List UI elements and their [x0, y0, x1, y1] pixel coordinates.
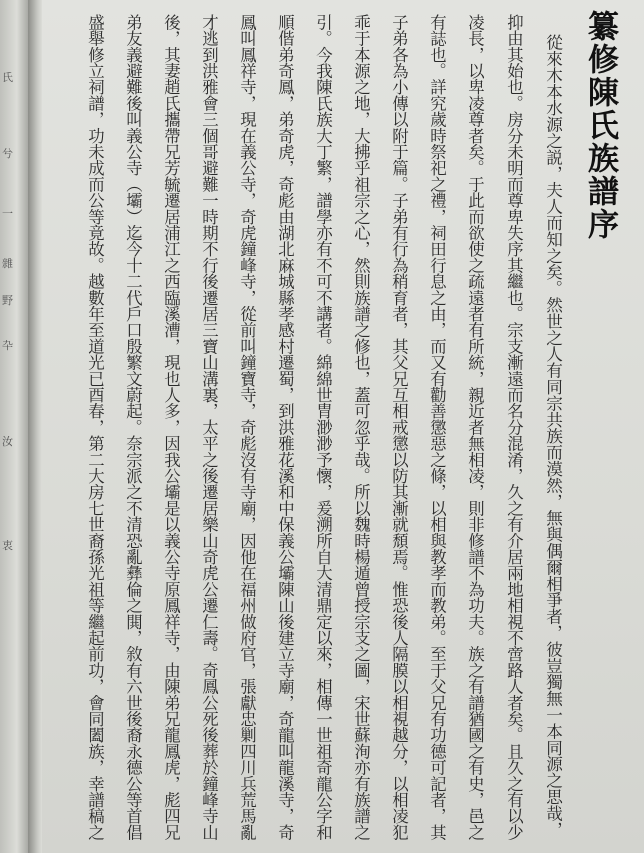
left-page-fragment: 衷 [2, 540, 13, 552]
text-column-2: 抑由其始也。房分未明而尊卑失序其繼也。宗支漸遠而名分混淆，久之有介居兩地相視不啻路人者矣。且久之有以少 [504, 14, 524, 841]
text-column-12: 弟友義避難後叫義公寺（壩）迄今十二代戶口殷繁文蔚起。奈宗派之不清恐亂彝倫之閧，敘有六世後裔永德公等首倡 [123, 14, 143, 841]
text-column-9: 鳳叫鳳祥寺，現在義公寺，奇虎鐘峰寺，從前叫鐘寶寺，奇彪沒有寺廟，因他在福州做府官，張獻忠剿四川兵荒馬亂 [237, 14, 257, 841]
left-page-fragment: 兮 [2, 148, 13, 160]
text-column-10: 才逃到洪雅會三個哥避難一時期不行後遷居三寶山溝裏，太平之後遷居樂山奇虎公遷仁壽。奇鳳公死後葬於鐘峰寺山 [199, 14, 219, 841]
text-column-7: 引。今我陳氏族大丁繁，譜學亦有不可不講者。綿綿世胄渺渺予懷，爰溯所自大清鼎定以來，相傳一世祖奇龍公字和 [313, 14, 333, 841]
text-column-6: 乖于本源之地，大拂乎祖宗之心，然則族譜之修也，蓋可忽乎哉。所以魏時楊遁曾授宗支之圖，宋世蘇洵亦有族譜之 [351, 14, 371, 841]
text-column-8: 順偕弟奇鳳，弟奇虎，奇彪由湖北麻城縣孝感村遷蜀，到洪雅花溪和中保義公壩陳山後建立寺廟，奇龍叫龍溪寺，奇 [275, 14, 295, 841]
page-title: 纂修陳氏族譜序 [582, 10, 618, 241]
left-page-fragment: 汝 [2, 436, 13, 448]
left-page-fragment: 野 [2, 295, 13, 307]
book-page [42, 0, 644, 853]
text-column-3: 凌長，以卑凌尊者矣。于此而欲使之疏遠者有所統，親近者無相凌，則非修譜不為功夫。族之有譜猶國之有史，邑之 [465, 14, 485, 841]
left-page-fragment: 雜 [2, 258, 13, 270]
text-column-4: 有誌也。詳究歲時祭祀之禮，祠田行息之由，而又有勸善懲惡之條，以相與教孝而教弟。至于父兄有功德可記者，其 [427, 14, 447, 841]
text-column-13: 盛舉修立祠譜，功未成而公等竟故。越數年至道光已酉春，第二大房七世裔孫光祖等繼起前功，會同闔族，幸譜稿之 [85, 14, 105, 841]
text-column-1: 從來木本水源之説，夫人而知之矣。然世之人有同宗共族而漠然，無與偶爾相爭者，彼豈獨無一本同源之思哉， [543, 34, 563, 838]
left-page-edge [0, 0, 29, 853]
left-page-fragment: 一 [2, 208, 13, 220]
text-column-11: 後，其妻趙氏攜帶兄芳毓遷居浦江之西臨溪漕，現也人多，因我公壩是以義公寺原鳳祥寺，由陳弟兄龍鳳虎，彪四兄 [161, 14, 181, 841]
left-page-fragment: 氏 [2, 72, 13, 84]
left-page-fragment: 卆 [2, 340, 13, 352]
book-gutter [28, 0, 42, 853]
text-column-5: 子弟各為小傳以附于篇。子弟有行為稍育者，其父兄互相戒懲以防其漸就頹焉。惟恐後人隔膜以相視越分，以相凌犯 [389, 14, 409, 841]
text-columns [42, 0, 644, 853]
